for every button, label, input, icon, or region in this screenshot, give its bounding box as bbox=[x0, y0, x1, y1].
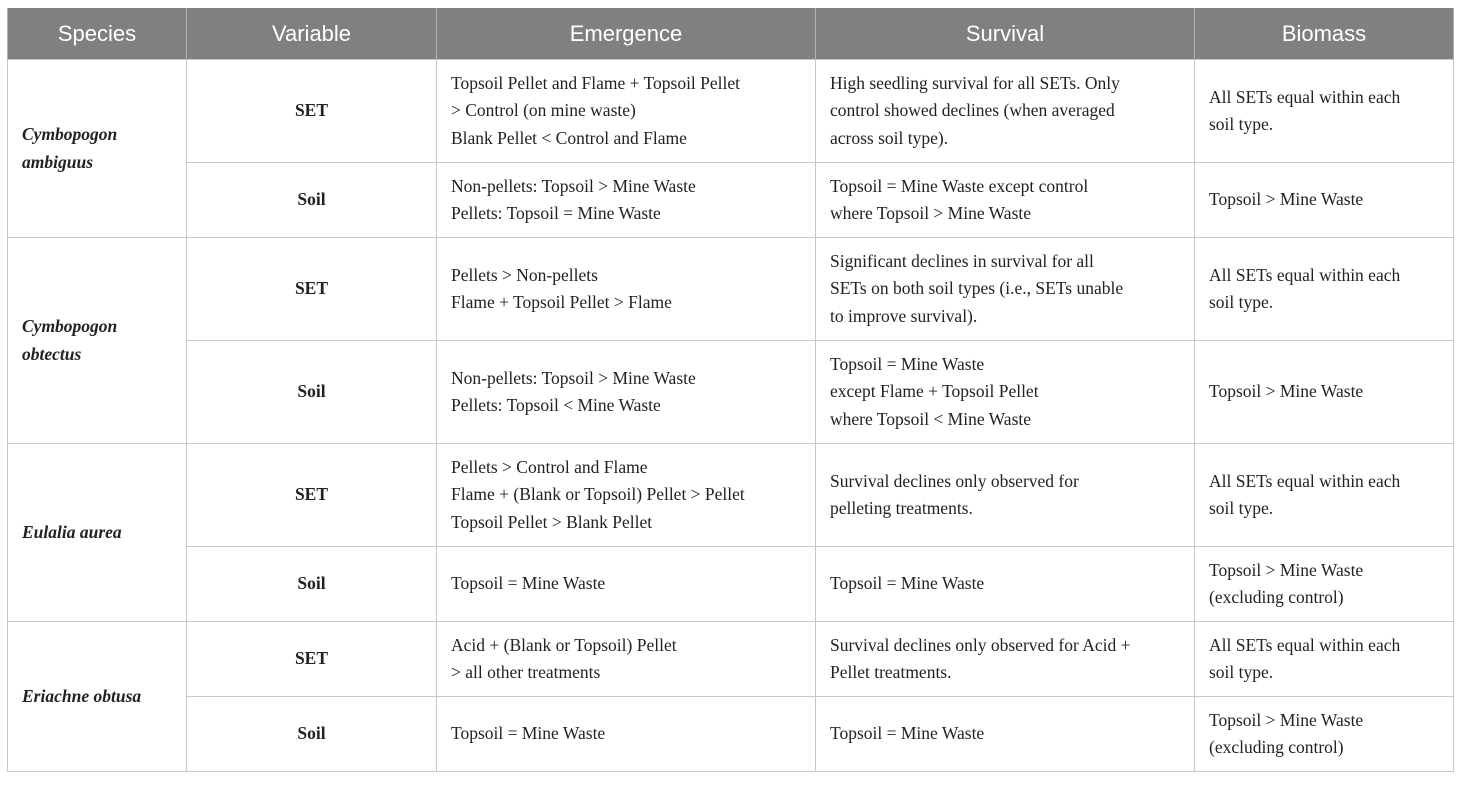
emergence-cell bbox=[437, 444, 816, 547]
biomass-line: All SETs equal within each bbox=[1209, 470, 1401, 491]
survival-cell bbox=[816, 697, 1195, 772]
table-row bbox=[8, 60, 1454, 163]
emergence-cell bbox=[437, 622, 816, 697]
biomass-line: All SETs equal within each bbox=[1209, 86, 1401, 107]
species-name-line: Eriachne obtusa bbox=[22, 685, 142, 706]
emergence-line: > all other treatments bbox=[451, 662, 601, 682]
survival-line: except Flame + Topsoil Pellet bbox=[830, 381, 1039, 402]
species-cell bbox=[8, 60, 187, 238]
emergence-line: Flame + (Blank or Topsoil) Pellet > Pellet bbox=[451, 484, 745, 505]
variable-cell: SET bbox=[187, 60, 437, 163]
species-name-line: ambiguus bbox=[22, 151, 93, 172]
biomass-cell bbox=[1195, 163, 1454, 238]
species-cell bbox=[8, 622, 187, 772]
emergence-line: Pellets > Non-pellets bbox=[451, 264, 598, 285]
variable-cell: Soil bbox=[187, 341, 437, 444]
emergence-cell bbox=[437, 547, 816, 622]
survival-line: Topsoil = Mine Waste bbox=[830, 353, 985, 374]
survival-cell bbox=[816, 622, 1195, 697]
table-row bbox=[8, 622, 1454, 697]
species-name-line: obtectus bbox=[22, 343, 82, 364]
biomass-line: All SETs equal within each bbox=[1209, 264, 1401, 285]
emergence-line: Blank Pellet < Control and Flame bbox=[451, 127, 687, 148]
biomass-cell bbox=[1195, 341, 1454, 444]
survival-line: SETs on both soil types (i.e., SETs unable bbox=[830, 278, 1124, 299]
emergence-cell bbox=[437, 697, 816, 772]
biomass-line: soil type. bbox=[1209, 114, 1274, 134]
biomass-line: soil type. bbox=[1209, 498, 1274, 518]
survival-line: across soil type). bbox=[830, 127, 949, 148]
variable-cell: SET bbox=[187, 238, 437, 341]
table-row bbox=[8, 444, 1454, 547]
survival-cell bbox=[816, 238, 1195, 341]
biomass-line: Topsoil > Mine Waste bbox=[1209, 381, 1364, 402]
survival-cell bbox=[816, 163, 1195, 238]
table-row bbox=[8, 697, 1454, 772]
variable-cell: Soil bbox=[187, 163, 437, 238]
emergence-cell bbox=[437, 238, 816, 341]
table-row bbox=[8, 547, 1454, 622]
emergence-line: Flame + Topsoil Pellet > Flame bbox=[451, 292, 672, 312]
biomass-cell bbox=[1195, 697, 1454, 772]
survival-cell bbox=[816, 444, 1195, 547]
survival-line: Significant declines in survival for all bbox=[830, 250, 1094, 271]
survival-line: Topsoil = Mine Waste except control bbox=[830, 175, 1089, 196]
survival-line: control showed declines (when averaged bbox=[830, 100, 1115, 121]
emergence-line: Topsoil Pellet > Blank Pellet bbox=[451, 511, 653, 532]
emergence-cell bbox=[437, 341, 816, 444]
emergence-line: Topsoil = Mine Waste bbox=[451, 573, 606, 594]
survival-line: Survival declines only observed for bbox=[830, 470, 1079, 491]
emergence-line: > Control (on mine waste) bbox=[451, 100, 636, 121]
variable-cell: SET bbox=[187, 444, 437, 547]
biomass-cell bbox=[1195, 60, 1454, 163]
results-table bbox=[7, 8, 1454, 772]
emergence-line: Topsoil Pellet and Flame + Topsoil Pellet bbox=[451, 72, 741, 93]
survival-line: where Topsoil > Mine Waste bbox=[830, 203, 1032, 223]
header-emergence: Emergence bbox=[437, 8, 816, 60]
emergence-line: Pellets > Control and Flame bbox=[451, 456, 648, 477]
biomass-cell bbox=[1195, 444, 1454, 547]
biomass-line: Topsoil > Mine Waste bbox=[1209, 559, 1364, 580]
survival-line: Pellet treatments. bbox=[830, 662, 952, 682]
survival-cell bbox=[816, 341, 1195, 444]
species-name-line: Cymbopogon bbox=[22, 124, 118, 144]
variable-cell: Soil bbox=[187, 697, 437, 772]
biomass-line: Topsoil > Mine Waste bbox=[1209, 189, 1364, 210]
variable-cell: Soil bbox=[187, 547, 437, 622]
survival-line: Topsoil = Mine Waste bbox=[830, 723, 985, 744]
table-row bbox=[8, 238, 1454, 341]
emergence-line: Pellets: Topsoil < Mine Waste bbox=[451, 395, 661, 415]
biomass-line: All SETs equal within each bbox=[1209, 634, 1401, 655]
survival-line: to improve survival). bbox=[830, 305, 978, 326]
emergence-line: Pellets: Topsoil = Mine Waste bbox=[451, 203, 661, 223]
biomass-line: soil type. bbox=[1209, 662, 1274, 682]
survival-line: Topsoil = Mine Waste bbox=[830, 573, 985, 594]
header-survival: Survival bbox=[816, 8, 1195, 60]
emergence-line: Topsoil = Mine Waste bbox=[451, 723, 606, 744]
header-biomass: Biomass bbox=[1195, 8, 1454, 60]
header-row bbox=[8, 8, 1454, 60]
species-cell bbox=[8, 238, 187, 444]
header-variable: Variable bbox=[187, 8, 437, 60]
emergence-line: Acid + (Blank or Topsoil) Pellet bbox=[451, 634, 677, 655]
table-row bbox=[8, 341, 1454, 444]
biomass-line: soil type. bbox=[1209, 292, 1274, 312]
species-name-line: Eulalia aurea bbox=[22, 521, 122, 542]
variable-cell: SET bbox=[187, 622, 437, 697]
species-cell bbox=[8, 444, 187, 622]
survival-line: Survival declines only observed for Acid + bbox=[830, 634, 1131, 655]
biomass-line: Topsoil > Mine Waste bbox=[1209, 709, 1364, 730]
biomass-line: (excluding control) bbox=[1209, 737, 1344, 757]
survival-line: where Topsoil < Mine Waste bbox=[830, 408, 1032, 429]
survival-cell bbox=[816, 60, 1195, 163]
emergence-cell bbox=[437, 60, 816, 163]
survival-line: pelleting treatments. bbox=[830, 498, 973, 518]
emergence-line: Non-pellets: Topsoil > Mine Waste bbox=[451, 175, 696, 196]
emergence-cell bbox=[437, 163, 816, 238]
survival-cell bbox=[816, 547, 1195, 622]
biomass-cell bbox=[1195, 547, 1454, 622]
biomass-line: (excluding control) bbox=[1209, 587, 1344, 607]
emergence-line: Non-pellets: Topsoil > Mine Waste bbox=[451, 367, 696, 388]
biomass-cell bbox=[1195, 622, 1454, 697]
biomass-cell bbox=[1195, 238, 1454, 341]
header-species: Species bbox=[8, 8, 187, 60]
table-row bbox=[8, 163, 1454, 238]
survival-line: High seedling survival for all SETs. Only bbox=[830, 72, 1120, 93]
species-name-line: Cymbopogon bbox=[22, 316, 118, 336]
